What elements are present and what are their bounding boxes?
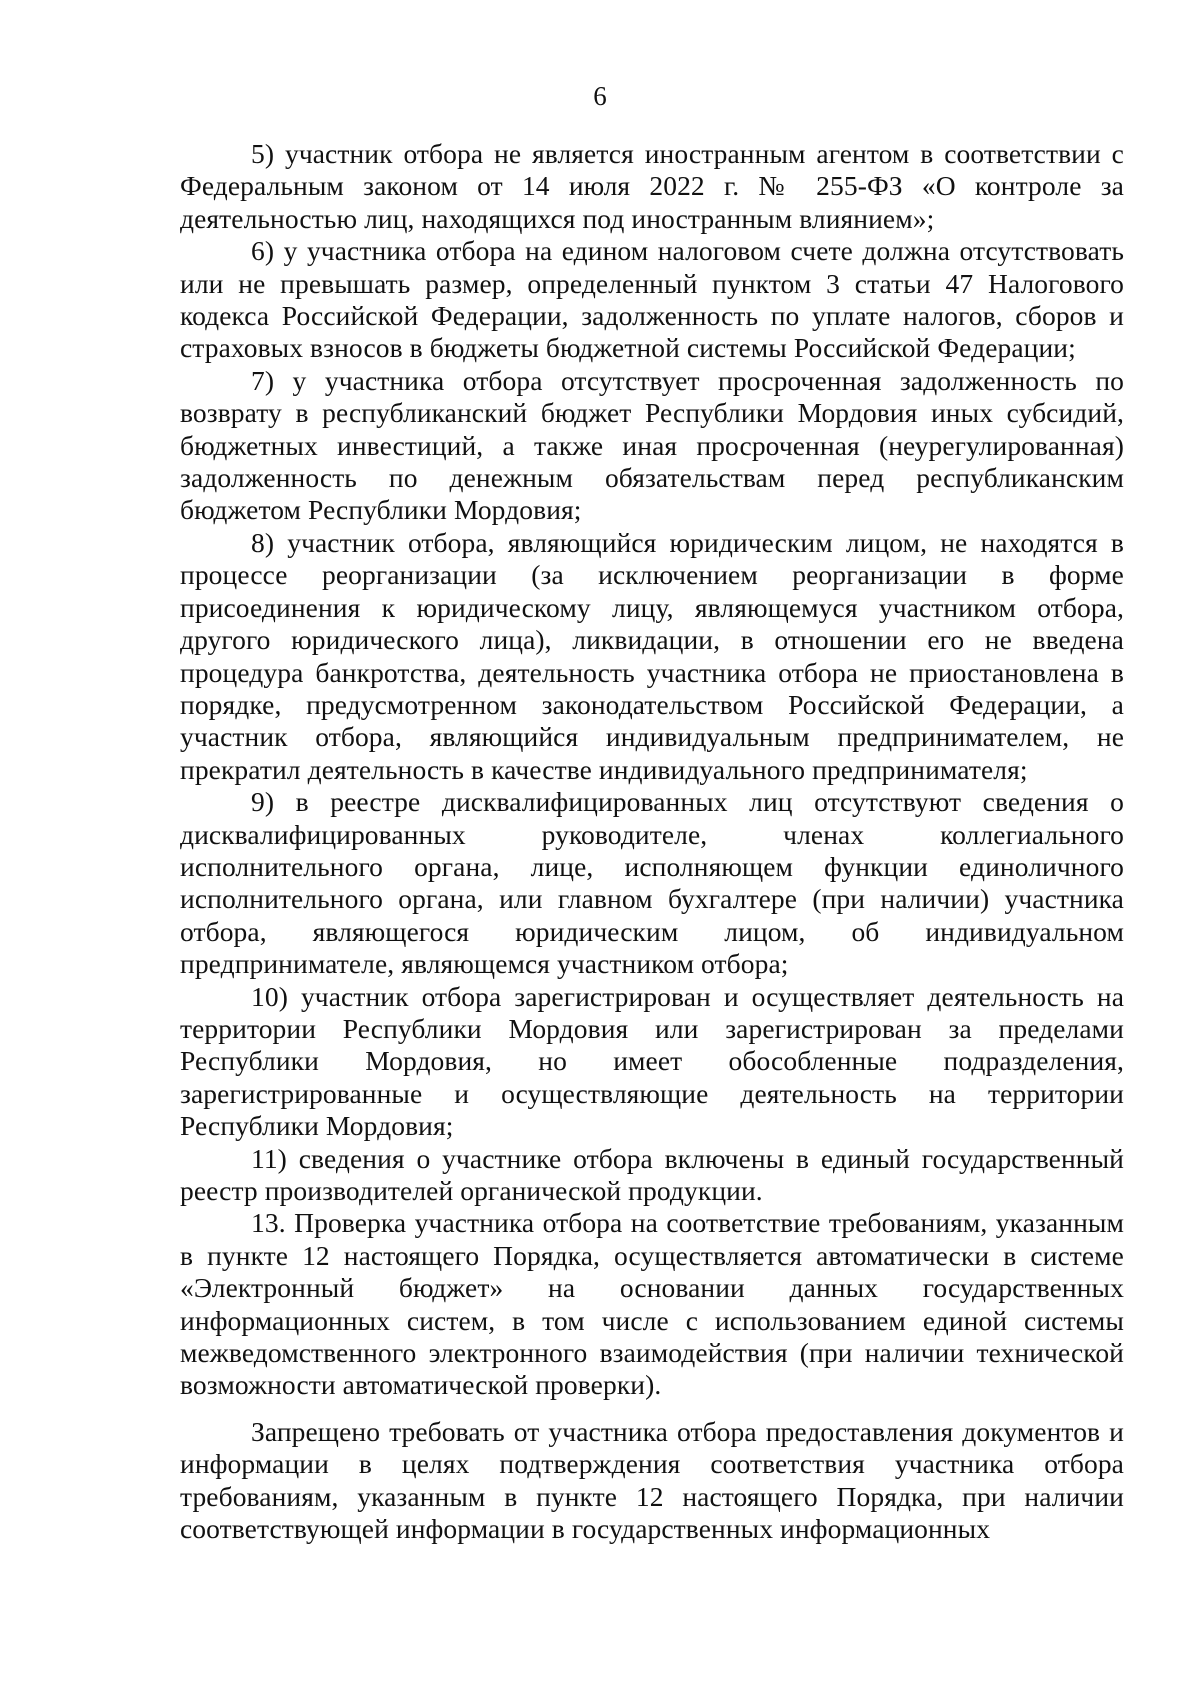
paragraph-prohibition: Запрещено требовать от участника отбора предоставления документов и информации в целях подтверждения соответствия участника отбора требованиям, указанным в пункте 12 настоящего Порядка, при наличии соответствующей информации в государственных информационных (180, 1415, 1124, 1545)
paragraph-item-8: 8) участник отбора, являющийся юридическим лицом, не находятся в процессе реорганизации (за исключением реорганизации в форме присоединения к юридическому лицу, являющемуся участником отбора, другого юридического лица), ликвидации, в отношении его не введена процедура банкротства, деятельность участника отбора не приостановлена в порядке, предусмотренном законодательством Российской Федерации, а участник отбора, являющийся индивидуальным предпринимателем, не прекратил деятельность в качестве индивидуального предпринимателя; (180, 526, 1124, 785)
paragraph-item-5: 5) участник отбора не является иностранным агентом в соответствии с Федеральным законом от 14 июля 2022 г. № 255-ФЗ «О контроле за деятельностью лиц, находящихся под иностранным влиянием»; (180, 138, 1124, 234)
document-body (180, 138, 1124, 1545)
paragraph-clause-13: 13. Проверка участника отбора на соответствие требованиям, указанным в пункте 12 настоящего Порядка, осуществляется автоматически в системе «Электронный бюджет» на основании данных государственных информационных систем, в том числе с использованием единой системы межведомственного электронного взаимодействия (при наличии технической возможности автоматической проверки). (180, 1207, 1124, 1401)
paragraph-item-10: 10) участник отбора зарегистрирован и осуществляет деятельность на территории Республики Мордовия или зарегистрирован за пределами Республики Мордовия, но имеет обособленные подразделения, зарегистрированные и осуществляющие деятельность на территории Республики Мордовия; (180, 980, 1124, 1142)
paragraph-item-11: 11) сведения о участнике отбора включены в единый государственный реестр производителей органической продукции. (180, 1142, 1124, 1206)
paragraph-item-7: 7) у участника отбора отсутствует просроченная задолженность по возврату в республиканский бюджет Республики Мордовия иных субсидий, бюджетных инвестиций, а также иная просроченная (неурегулированная) задолженность по денежным обязательствам перед республиканским бюджетом Республики Мордовия; (180, 364, 1124, 526)
page-number: 6 (593, 81, 607, 111)
paragraph-item-9: 9) в реестре дисквалифицированных лиц отсутствуют сведения о дисквалифицированных руководителе, членах коллегиального исполнительного органа, лице, исполняющем функции единоличного исполнительного органа, или главном бухгалтере (при наличии) участника отбора, являющегося юридическим лицом, об индивидуальном предпринимателе, являющемся участником отбора; (180, 786, 1124, 980)
paragraph-item-6: 6) у участника отбора на едином налоговом счете должна отсутствовать или не превышать размер, определенный пунктом 3 статьи 47 Налогового кодекса Российской Федерации, задолженность по уплате налогов, сборов и страховых взносов в бюджеты бюджетной системы Российской Федерации; (180, 235, 1124, 364)
